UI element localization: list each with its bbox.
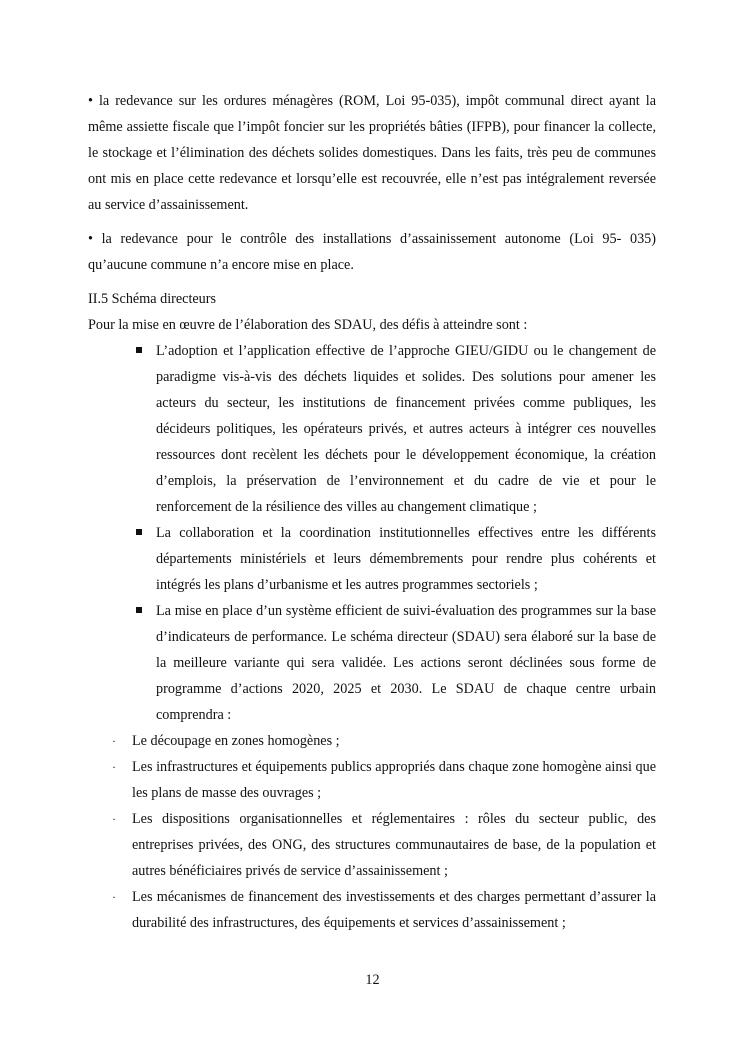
section-heading: II.5 Schéma directeurs <box>88 291 217 307</box>
list-item <box>156 598 656 728</box>
document-page <box>88 88 656 936</box>
page-number: 12 <box>365 972 380 988</box>
dot-bullet-icon: · <box>112 760 116 774</box>
list-item <box>156 338 656 520</box>
list-item-text: La collaboration et la coordination institutionnelles effectives entre les différents départements ministériels et leurs démembrements pour rendre plus cohérents et intégrés les plans d’urbanisme et les autres programmes sectoriels ; <box>156 525 656 593</box>
paragraph-autonomous-sanitation-fee: • la redevance pour le contrôle des installations d’assainissement autonome (Loi 95- 035) qu’aucune commune n’a encore mise en place. <box>88 231 656 273</box>
square-bullet-icon <box>136 607 142 613</box>
list-item-text: Le découpage en zones homogènes ; <box>132 733 340 749</box>
paragraph-rom-fee: • la redevance sur les ordures ménagères (ROM, Loi 95-035), impôt communal direct ayant la même assiette fiscale que l’impôt foncier sur les propriétés bâties (IFPB), pour financer la collecte, le stockage et l’élimination des déchets solides domestiques. Dans les faits, très peu de communes ont mis en place cette redevance et lorsqu’elle est recouvrée, elle n’est pas intégralement reversée au service d’assainissement. <box>88 93 656 213</box>
dot-bullet-icon: · <box>112 890 116 904</box>
list-item <box>156 520 656 598</box>
list-item-text: Les mécanismes de financement des investissements et des charges permettant d’assurer la durabilité des infrastructures, des équipements et services d’assainissement ; <box>132 889 656 931</box>
list-item <box>112 806 656 884</box>
dot-bullet-icon: · <box>112 812 116 826</box>
list-item <box>112 754 656 806</box>
dot-bullet-icon: · <box>112 734 116 748</box>
list-item-text: L’adoption et l’application effective de l’approche GIEU/GIDU ou le changement de paradigme vis-à-vis des déchets liquides et solides. Des solutions pour amener les acteurs du secteur, les institutions de financement privées comme publiques, les décideurs politiques, les opérateurs privés, et autres acteurs à intégrer ces nouvelles ressources dont recèlent les déchets pour le développement économique, la création d’emplois, la préservation de l’environnement et du cadre de vie et pour le renforcement de la résilience des villes au changement climatique ; <box>156 343 656 515</box>
section-intro: Pour la mise en œuvre de l’élaboration des SDAU, des défis à atteindre sont : <box>88 317 528 333</box>
square-bullet-icon <box>136 347 142 353</box>
list-item <box>112 884 656 936</box>
list-item <box>112 728 656 754</box>
square-bullet-icon <box>136 529 142 535</box>
list-item-text: Les dispositions organisationnelles et réglementaires : rôles du secteur public, des entreprises privées, des ONG, des structures communautaires de base, de la population et autres bénéficiaires privés de service d’assainissement ; <box>132 811 656 879</box>
list-item-text: Les infrastructures et équipements publics appropriés dans chaque zone homogène ainsi que les plans de masse des ouvrages ; <box>132 759 656 801</box>
challenges-list <box>88 338 656 728</box>
sdau-components-list <box>88 728 656 936</box>
list-item-text: La mise en place d’un système efficient de suivi-évaluation des programmes sur la base d’indicateurs de performance. Le schéma directeur (SDAU) sera élaboré sur la base de la meilleure variante qui sera validée. Les actions seront déclinées sous forme de programme d’actions 2020, 2025 et 2030. Le SDAU de chaque centre urbain comprendra : <box>156 603 656 723</box>
